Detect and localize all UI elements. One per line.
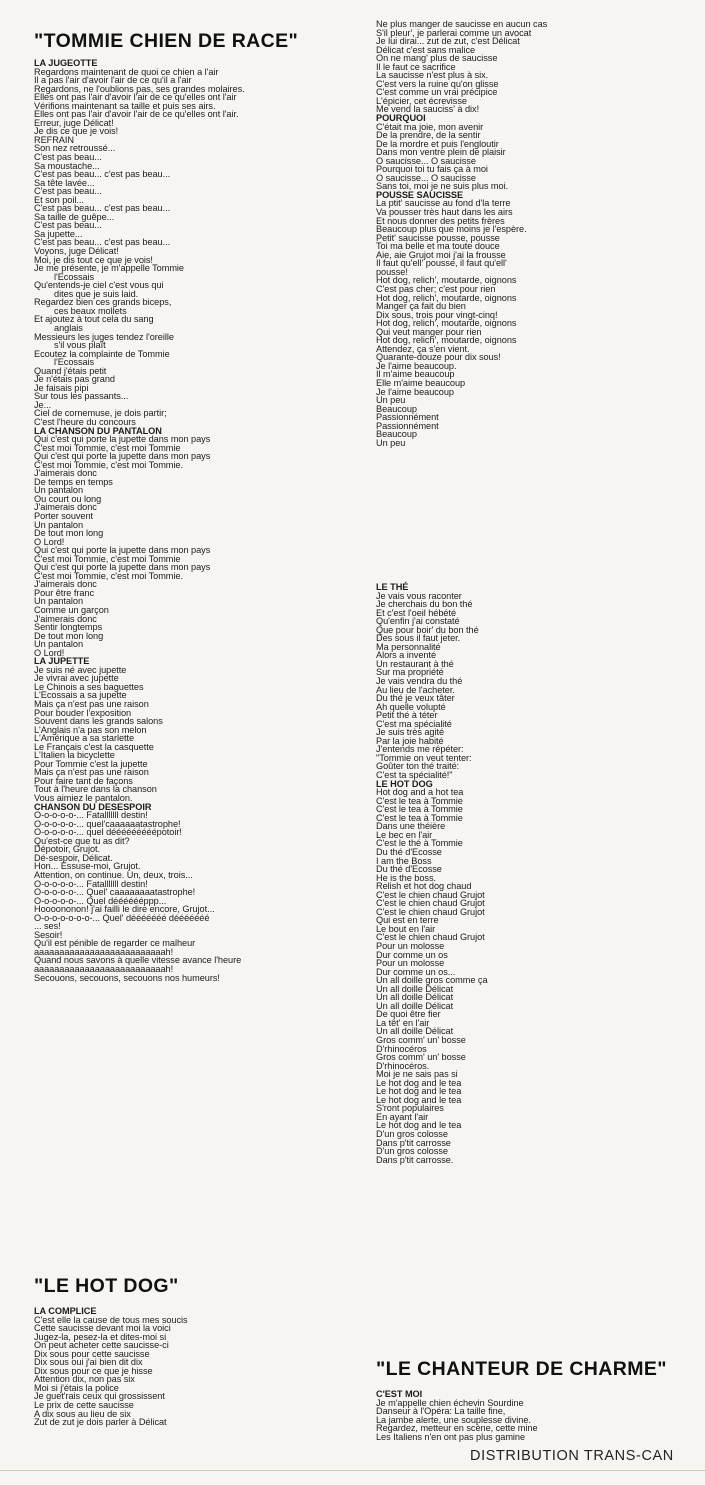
lyric-line: Je vais vous raconter [376, 590, 462, 601]
lyric-line: Hot dog, relich', moutarde, oignons [376, 275, 517, 286]
lyric-line: He is the boss. [376, 872, 437, 883]
lyric-line: Un pantalon [34, 519, 83, 530]
lyric-line: La têt' en l'air [376, 1017, 430, 1028]
lyric-line: La ptit' saucisse au fond d'la terre [376, 198, 511, 209]
lyric-line: Du thé d'Ecosse [376, 864, 442, 875]
lyric-line: Je guet'rais ceux qui grossissent [34, 1391, 165, 1402]
lyric-line: Un peu [376, 395, 406, 406]
lyric-line: L'Anglais n'a pas son melon [34, 724, 147, 735]
section-heading: LA COMPLICE [34, 1306, 97, 1316]
lyric-line: Ecoutez la complainte de Tommie [34, 348, 170, 359]
lyrics-le-the [376, 583, 701, 1164]
lyric-line: Beaucoup plus que moins je l'espère. [376, 224, 527, 235]
lyric-line: L'Ecossais a sa jupette [34, 690, 127, 701]
lyric-line: Manger ça fait du bien [376, 301, 466, 312]
lyric-line: Le bout en l'air [376, 923, 436, 934]
lyric-line: l'Ecossais [34, 271, 95, 282]
lyric-line: Mais ça n'est pas une raison [34, 767, 149, 778]
lyric-line: Dix sous oui j'ai bien dit dix [34, 1357, 143, 1368]
lyric-line: Passionnément [376, 420, 439, 431]
lyric-line: On peut acheter cette saucisse-ci [34, 1340, 169, 1351]
lyric-line: C'est vers la ruine qu'on glisse [376, 78, 499, 89]
lyric-line: Erreur, juge Délicat! [34, 117, 114, 128]
lyric-line: Tout à l'heure dans la chanson [34, 784, 157, 795]
lyric-line: Regardez, metteur en scène, cette mine [376, 1423, 538, 1434]
lyrics-saucisse [376, 20, 701, 447]
lyric-line: D'rhinocéros. [376, 1060, 430, 1071]
lyric-line: Le hot dog and le tea [376, 1094, 462, 1105]
lyric-line: ... ses! [34, 921, 61, 932]
lyric-line: Dans p'tit carrosse. [376, 1154, 454, 1165]
lyric-line: "Tommie on veut tenter: [376, 752, 472, 763]
lyric-line: Mais ça n'est pas une raison [34, 699, 149, 710]
lyric-line: O saucisse... O saucisse [376, 172, 476, 183]
lyric-line: Je dis ce que je vois! [34, 126, 119, 137]
lyric-line: Il le faut ce sacrifice [376, 61, 456, 72]
lyric-line: J'aimerais donc [34, 502, 97, 513]
lyric-line: C'est l'heure du concours [34, 416, 136, 427]
lyric-line: Regardons maintenant de quoi ce chien a l'air [34, 66, 219, 77]
lyric-line: Il a pas l'air d'avoir l'air de ce qu'il a l'air [34, 75, 192, 86]
lyric-line: C'est moi Tommie, c'est moi Tommie. [34, 459, 183, 470]
section-heading: CHANSON DU DESESPOIR [34, 801, 152, 812]
lyric-line: Sur tous les passants... [34, 391, 129, 402]
lyric-line: Pour bouder l'exposition [34, 707, 132, 718]
lyric-line: Jugez-la, pesez-la et dites-moi si [34, 1331, 167, 1342]
lyric-line: Dix sous pour ce que je hisse [34, 1365, 153, 1376]
lyric-line: C'est le chien chaud Grujot [376, 898, 485, 909]
lyric-line: Un pantalon [34, 485, 83, 496]
lyric-line: D'un gros colosse [376, 1129, 448, 1139]
lyric-line: Le prix de cette saucisse [34, 1400, 134, 1411]
lyric-line: Dé-sespoir, Délicat. [34, 852, 113, 863]
lyric-line: Dans mon ventre plein de plaisir [376, 147, 506, 158]
lyric-line: C'est comme un vrai précipice [376, 87, 498, 98]
lyric-line: De tout mon long [34, 630, 104, 641]
lyrics-chanteur [376, 1390, 701, 1441]
lyric-line: Hon... Essuse-moi, Grujot. [34, 861, 141, 872]
lyric-line: Qui c'est qui porte la jupette dans mon pays [34, 545, 211, 556]
lyric-line: Du thé d'Ecosse [376, 846, 442, 857]
lyric-line: Sur ma propriété [376, 667, 444, 678]
lyric-line: Ah quelle volupté [376, 701, 446, 712]
section-heading: POURQUOI [376, 113, 426, 124]
lyric-line: La jambe alerte, une souplesse divine. [376, 1414, 531, 1425]
lyric-line: Elles ont pas l'air d'avoir l'air de ce qu'elles ont l'air [34, 92, 237, 103]
lyric-line: Je faisais pipi [34, 382, 89, 393]
page-bottom-edge [0, 1470, 705, 1471]
lyric-line: L'Amérique a sa starlette [34, 733, 135, 744]
lyric-line: Un all doille Délicat [376, 1026, 454, 1037]
lyric-line: De la mordre et puis l'engloutir [376, 138, 499, 149]
lyric-line: Va pousser très haut dans les airs [376, 207, 513, 218]
lyric-line: dites que je suis laid. [34, 288, 139, 299]
lyric-line: Je vais vendra du thé [376, 676, 463, 687]
lyric-line: C'est pas beau... [34, 186, 102, 197]
lyric-line: Quand nous savons à quelle vitesse avance l'heure [34, 955, 242, 966]
lyric-line: C'est pas beau... c'est pas beau... [34, 203, 171, 214]
lyric-line: Dix sous, trois pour vingt-cinq! [376, 309, 498, 320]
lyric-line: De quoi être fier [376, 1009, 441, 1020]
lyric-line: Et c'est l'oeil hébété [376, 607, 457, 618]
lyric-line: En ayant l'air [376, 1111, 429, 1122]
lyric-line: Au lieu de l'acheter. [376, 684, 455, 695]
lyric-line: Dans une théière [376, 821, 446, 832]
lyric-line: C'est moi Tommie, c'est moi Tommie [34, 442, 181, 453]
title-le-chanteur-de-charme: "LE CHANTEUR DE CHARME" [376, 1358, 667, 1380]
lyric-line: J'aimerais donc [34, 468, 97, 479]
lyric-line: D'rhinocéros [376, 1043, 427, 1054]
lyric-line: Qu'enfin j'ai constaté [376, 616, 460, 627]
distribution-credit: DISTRIBUTION TRANS-CAN [470, 1448, 674, 1464]
lyric-line: Qui c'est qui porte la jupette dans mon pays [34, 434, 211, 445]
lyric-line: J'aimerais donc [34, 613, 97, 624]
lyric-line: C'est le chien chaud Grujot [376, 932, 485, 943]
lyric-line: De tout mon long [34, 528, 104, 539]
section-heading: LE THÉ [376, 582, 409, 592]
lyric-line: Gros comm' un' bosse [376, 1034, 466, 1045]
lyric-line: Pour Tommie c'est la jupette [34, 758, 148, 769]
lyric-line: C'est pas beau... [34, 220, 102, 231]
lyric-line: Qui veut manger pour rien [376, 326, 482, 337]
lyric-line: L'épicier, cet écrevisse [376, 95, 467, 106]
lyric-line: Un peu [376, 437, 406, 448]
lyric-line: Qui c'est qui porte la jupette dans mon pays [34, 451, 211, 462]
lyric-line: J'aimerais donc [34, 579, 97, 590]
lyric-line: Danseur à l'Opéra: La taille fine, [376, 1406, 506, 1417]
lyric-line: Qui est en terre [376, 915, 439, 926]
section-heading: LE HOT DOG [376, 778, 433, 789]
lyric-line: C'était ma joie, mon avenir [376, 121, 484, 132]
lyric-line: Ne plus manger de saucisse en aucun cas [376, 19, 548, 29]
lyric-line: S'ront populaires [376, 1103, 444, 1114]
lyric-line: O saucisse... O saucisse [376, 155, 476, 166]
lyric-line: S'il pleur', je parlerai comme un avocat [376, 27, 532, 38]
lyric-line: Le hot dog and le tea [376, 1120, 462, 1131]
lyric-line: De la prendre, de la sentir [376, 130, 481, 141]
lyric-line: l'Ecossais [34, 357, 95, 368]
lyric-line: Hot dog and a hot tea [376, 787, 464, 798]
lyric-line: REFRAIN [34, 134, 74, 145]
lyric-line: O Lord! [34, 536, 65, 547]
lyric-line: Je m'appelle chien échevin Sourdine [376, 1397, 524, 1408]
lyric-line: anglais [34, 322, 83, 333]
lyric-line: Moi je ne sais pas si [376, 1069, 458, 1080]
lyric-line: Un pantalon [34, 596, 83, 607]
lyric-line: Des sous il faut jeter. [376, 633, 461, 644]
lyric-line: Moi, je dis tout ce que je vois! [34, 254, 153, 265]
lyric-line: O Lord! [34, 647, 65, 658]
lyric-line: Dans p'tit carrosse [376, 1137, 451, 1148]
lyric-line: Le bec en l'air [376, 829, 433, 840]
lyric-line: Je l'aime beaucoup [376, 386, 454, 397]
section-heading: LA JUPETTE [34, 656, 90, 667]
lyric-line: I am the Boss [376, 855, 432, 866]
lyric-line: s'il vous plaît [34, 340, 106, 351]
lyric-line: ces beaux mollets [34, 305, 127, 316]
lyric-line: Un all doille Délicat [376, 992, 454, 1003]
lyric-line: aaaaaaaaaaaaaaaaaaaaaaaaaah! [34, 963, 174, 974]
lyric-line: Gros comm' un' bosse [376, 1052, 466, 1063]
lyric-line: C'est le tea à Tommie [376, 795, 463, 806]
lyric-line: C'est pas beau... [34, 152, 102, 163]
lyric-line: Pour être franc [34, 587, 95, 598]
lyric-line: C'est pas beau... c'est pas beau... [34, 237, 171, 248]
lyric-line: Pour faire tant de façons [34, 775, 133, 786]
lyric-line: Je n'étais pas grand [34, 374, 115, 385]
lyrics-hot-dog [34, 1307, 369, 1427]
title-le-hot-dog: "LE HOT DOG" [34, 1275, 179, 1297]
lyric-line: Dur comme un os [376, 949, 448, 960]
lyric-line: Comme un garçon [34, 605, 109, 615]
lyric-line: De temps en temps [34, 476, 113, 487]
lyric-line: aaaaaaaaaaaaaaaaaaaaaaaaaah! [34, 946, 174, 957]
lyric-line: Quand j'étais petit [34, 365, 107, 376]
lyric-line: Aie, aie Grujot moi j'ai la frousse [376, 249, 506, 260]
lyric-line: Attention, on continue. Un, deux, trois... [34, 869, 193, 880]
lyric-line: Relish et hot dog chaud [376, 881, 472, 892]
lyric-line: Alors a inventé [376, 650, 437, 661]
lyric-line: Les Italiens n'en ont pas plus gamine [376, 1431, 526, 1442]
lyric-line: Je l'aime beaucoup. [376, 360, 457, 371]
lyric-line: C'est le tea à Tommie [376, 804, 463, 815]
lyric-line: Hot dog, relich', moutarde, oignons [376, 292, 517, 303]
lyric-line: Zut de zut je dois parler à Délicat [34, 1417, 167, 1428]
lyric-line: Beaucoup [376, 403, 417, 414]
lyric-line: O-o-o-o-o-... Fatalllllll destin! [34, 810, 148, 821]
lyric-line: Qu'il est pénible de regarder ce malheur [34, 938, 196, 949]
lyric-line: O-o-o-o-o-... Quel dééééééppp... [34, 895, 167, 906]
lyric-line: Secouons, secouons, secouons nos humeurs! [34, 972, 220, 983]
lyric-line: J'entends me répéter: [376, 744, 464, 755]
lyric-line: Quarante-douze pour dix sous! [376, 352, 501, 363]
lyrics-tommie [34, 59, 369, 982]
lyric-line: Sesoir! [34, 929, 63, 940]
section-heading: POUSSE SAUCISSE [376, 189, 464, 200]
section-heading: LA CHANSON DU PANTALON [34, 425, 162, 436]
lyric-line: Regardons, ne l'oublions pas, ses grandes molaires. [34, 83, 245, 94]
lyric-line: Dur comme un os... [376, 966, 456, 977]
lyric-line: C'est le tea à Tommie [376, 812, 463, 823]
lyric-line: Je vivrai avec jupette [34, 673, 119, 684]
lyric-line: Hot dog, relich', moutarde, oignons [376, 318, 517, 329]
lyric-line: O-o-o-o-o-... quel'caaaaaatastrophe! [34, 818, 181, 829]
section-heading: C'EST MOI [376, 1389, 423, 1399]
lyric-line: C'est elle la cause de tous mes soucis [34, 1314, 188, 1325]
lyric-line: A dix sous au lieu de six [34, 1408, 131, 1419]
lyric-line: Par la joie habité [376, 735, 444, 746]
lyric-line: Je... [34, 399, 52, 410]
lyric-line: Pour un molosse [376, 940, 445, 951]
lyric-line: Qui c'est qui porte la jupette dans mon pays [34, 562, 211, 573]
lyric-line: C'est ta spécialité!" [376, 770, 453, 781]
lyric-line: Qu'est-ce que tu as dit? [34, 835, 130, 846]
lyric-line: Un restaurant à thé [376, 658, 454, 669]
lyric-line: Attendez, ça s'en vient. [376, 343, 470, 354]
lyric-line: Regardez bien ces grands biceps, [34, 297, 172, 308]
lyric-line: Petit thé à téter [376, 710, 438, 721]
lyric-line: Hoooononon! j'ai failli le dire encore, Grujot... [34, 904, 215, 915]
lyric-line: Son nez retroussé... [34, 143, 116, 154]
lyric-line: Délicat c'est sans malice [376, 44, 476, 55]
lyric-line: Dépotoir, Grujot. [34, 844, 101, 855]
lyric-line: C'est pas cher; c'est pour rien [376, 283, 496, 294]
lyric-line: Il faut qu'ell' pousse, il faut qu'ell' [376, 258, 507, 269]
lyric-line: Je me présente, je m'appelle Tommie [34, 263, 184, 274]
lyric-line: O-o-o-o-o-... Fatalllllll destin! [34, 878, 148, 889]
lyric-line: Un all doille gros comme ça [376, 975, 488, 986]
lyric-line: Voyons, juge Délicat! [34, 246, 119, 257]
lyric-line: Ciel de cornemuse, je dois partir; [34, 408, 167, 419]
lyric-line: Passionnément [376, 412, 439, 423]
lyric-line: Il m'aime beaucoup [376, 369, 455, 380]
lyric-line: Vérifions maintenant sa taille et puis ses airs. [34, 100, 216, 111]
lyric-line: Sa taille de guêpe... [34, 211, 115, 222]
lyric-line: Le Chinois a ses baguettes [34, 681, 144, 692]
lyric-line: Sa jupette... [34, 228, 83, 239]
lyric-line: Un all doille Délicat [376, 983, 454, 994]
lyric-line: Messieurs les juges tendez l'oreille [34, 331, 174, 342]
lyric-line: L'Italien la bicyclette [34, 750, 115, 761]
lyric-line: C'est pas beau... c'est pas beau... [34, 169, 171, 180]
lyric-line: Hot dog, relich', moutarde, oignons [376, 335, 517, 346]
lyric-line: Toi ma belle et ma toute douce [376, 241, 500, 252]
lyric-line: La saucisse n'est plus à six. [376, 70, 489, 81]
lyric-line: Un all doille Délicat [376, 1000, 454, 1011]
lyric-line: O-o-o-o-o-o-o-... Quel' dééééééé dééééééé [34, 912, 210, 923]
lyric-line: Et nous donner des petits frères [376, 215, 505, 226]
lyric-line: Du thé je veux tâter [376, 693, 455, 704]
lyric-line: Sa tête lavée... [34, 177, 95, 188]
lyric-line: C'est moi Tommie, c'est moi Tommie. [34, 570, 183, 581]
lyric-line: pousse! [376, 266, 408, 277]
lyric-line: Souvent dans les grands salons [34, 716, 163, 727]
lyric-line: Pourquoi toi tu fais ça à moi [376, 164, 488, 175]
lyric-line: Pour un molosse [376, 958, 445, 969]
lyric-line: On ne mang' plus de saucisse [376, 53, 498, 64]
lyric-line: Sans toi, moi je ne suis plus moi. [376, 181, 509, 192]
lyric-line: C'est ma spécialité [376, 718, 452, 729]
lyric-line: C'est le chien chaud Grujot [376, 889, 485, 900]
lyric-line: O-o-o-o-o-... quel dééééééééépotoir! [34, 827, 182, 838]
lyric-line: Un pantalon [34, 639, 83, 650]
lyric-line: Goûter ton thé traité: [376, 761, 460, 772]
lyric-line: C'est moi Tommie, c'est moi Tommie [34, 553, 181, 564]
lyric-line: Porter souvent [34, 510, 94, 521]
lyric-line: O-o-o-o-o-... Quel' caaaaaaaatastrophe! [34, 887, 196, 898]
lyric-line: Dix sous pour cette saucisse [34, 1348, 150, 1359]
lyric-line: Le Français c'est la casquette [34, 741, 154, 752]
lyric-line: Elle m'aime beaucoup [376, 377, 466, 388]
lyric-line: Ma personnalité [376, 641, 441, 652]
lyric-line: Beaucoup [376, 429, 417, 440]
lyric-line: Qu'entends-je ciel c'est vous qui [34, 280, 164, 291]
lyric-line: Le hot dog and le tea [376, 1086, 462, 1097]
lyric-line: Petit' saucisse pousse, pousse [376, 232, 500, 243]
lyric-line: Le hot dog and le tea [376, 1077, 462, 1088]
lyric-line: Et son poil... [34, 194, 84, 205]
lyric-line: Que pour boir' du bon thé [376, 624, 479, 635]
lyric-line: Sentir longtemps [34, 622, 103, 633]
lyric-line: Je lui dirai... zut de zut, c'est Délicat [376, 36, 520, 47]
lyric-line: Moi si j'étais la police [34, 1382, 119, 1393]
lyric-line: Ou court ou long [34, 493, 102, 504]
lyric-line: Et ajoutez à tout cela du sang [34, 314, 154, 325]
lyric-line: C'est le chien chaud Grujot [376, 906, 485, 917]
lyric-line: Elles ont pas l'air d'avoir l'air de ce qu'elles ont l'air. [34, 109, 239, 120]
lyric-line: Vous aimiez le pantalon. [34, 793, 133, 804]
lyric-line: Attention dix, non pas six [34, 1374, 135, 1385]
lyric-line: Sa moustache... [34, 160, 100, 171]
lyric-line: Je cherchais du bon thé [376, 599, 473, 610]
title-tommie-chien-de-race: "TOMMIE CHIEN DE RACE" [34, 30, 299, 52]
lyric-line: Je suis très agité [376, 727, 445, 738]
section-heading: LA JUGEOTTE [34, 58, 98, 68]
lyric-line: D'un gros colosse [376, 1146, 448, 1157]
lyric-line: Je suis né avec jupette [34, 664, 127, 675]
lyric-line: C'est le thé à Tommie [376, 838, 463, 849]
lyric-line: Cette saucisse devant moi la voici [34, 1323, 171, 1334]
lyric-line: Me vend la sauciss' à dix! [376, 104, 480, 115]
